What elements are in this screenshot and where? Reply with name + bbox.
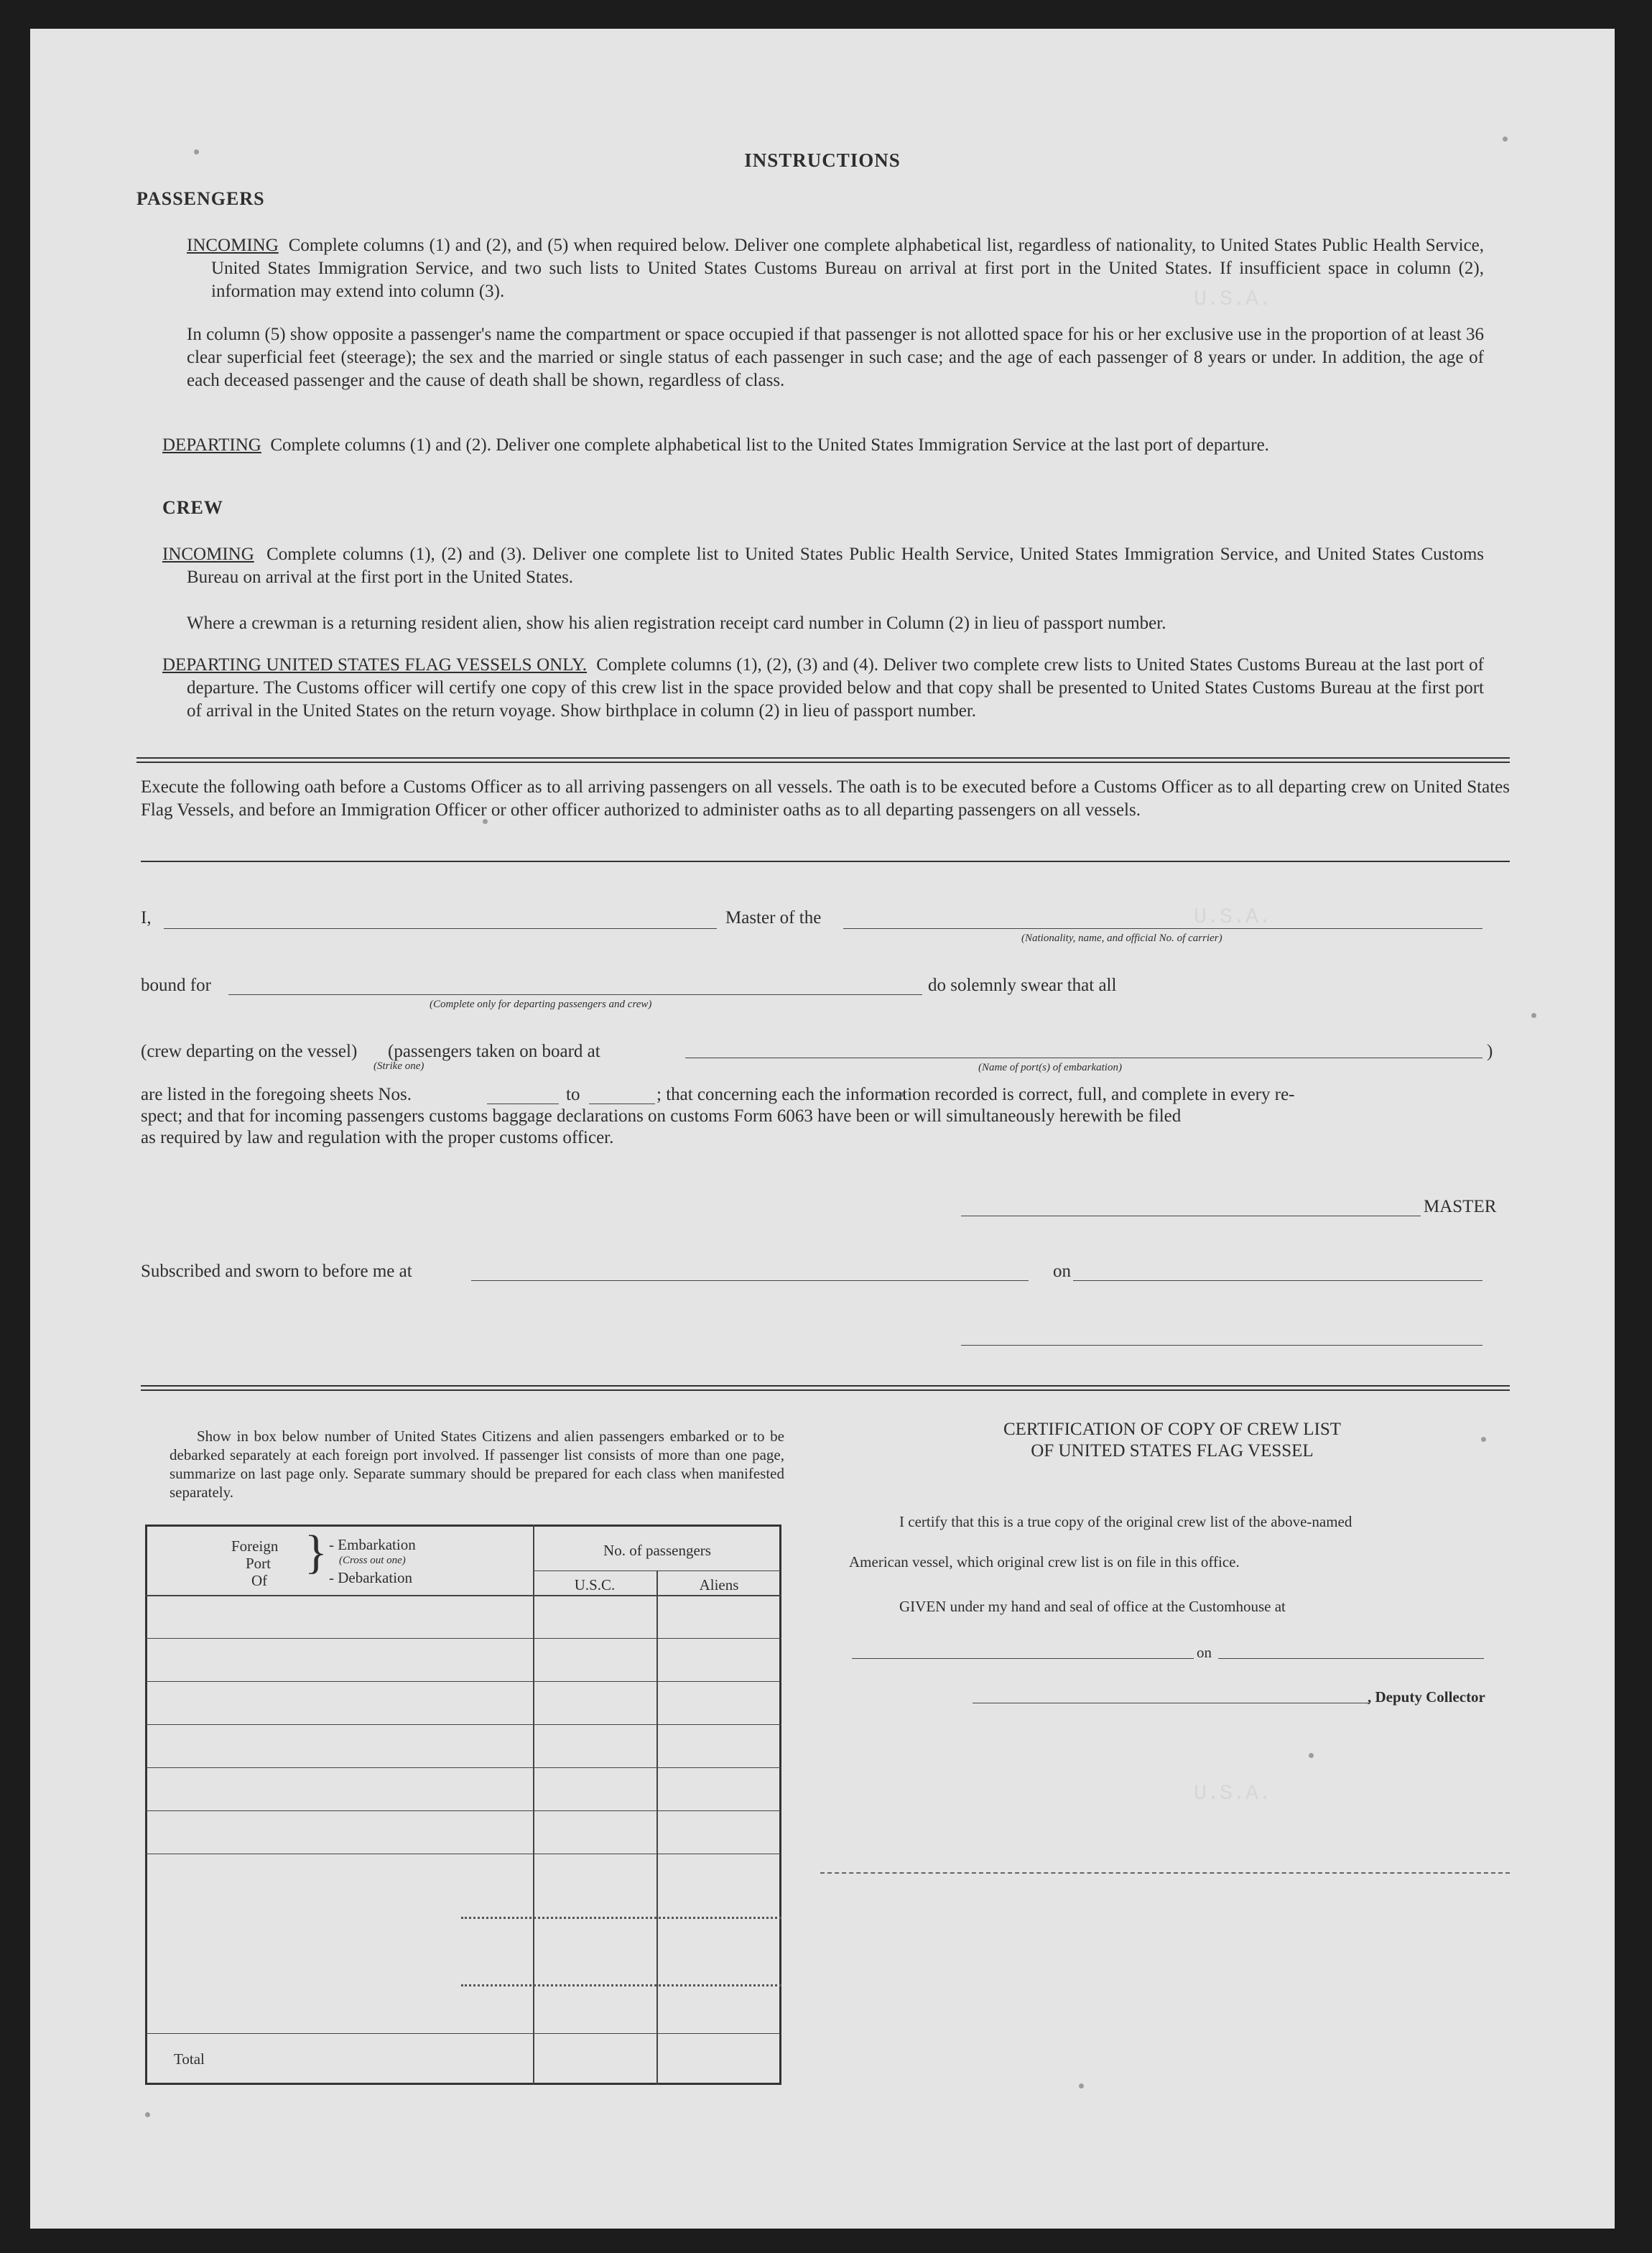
passenger-summary-table [145, 1525, 781, 2085]
swear-label: do solemnly swear that all [928, 976, 1117, 995]
close-paren: ) [1487, 1042, 1493, 1061]
port-label: Port [246, 1555, 272, 1572]
no-passengers-header: No. of passengers [603, 1542, 711, 1559]
foreign-label: Foreign [231, 1537, 279, 1555]
i-label: I, [141, 908, 152, 927]
column5-instruction [187, 323, 1484, 392]
of-label: Of [251, 1572, 268, 1589]
table-row-line [461, 1917, 781, 1919]
cert-on-label: on [1197, 1644, 1212, 1661]
given-line: GIVEN under my hand and seal of office at the Customhouse at [899, 1598, 1286, 1615]
crew-incoming-label: INCOMING [162, 545, 254, 564]
bleed-through: U.S.A. [1194, 287, 1272, 312]
to-label: to [566, 1085, 580, 1104]
carrier-field[interactable] [843, 928, 1482, 929]
oath-divider [141, 861, 1510, 862]
passengers-departing-instruction [162, 434, 1484, 457]
summary-instructions: Show in box below number of United States Citizens and alien passengers embarked or to be debarked separately at each foreign port involved. If passenger list consists of more than one page, summarize on last page only. Separate summary should be prepared for each class when manifested separately. [170, 1428, 784, 1501]
certify-line1: I certify that this is a true copy of the original crew list of the above-named [899, 1513, 1352, 1530]
flag-vessel-label: DEPARTING UNITED STATES FLAG VESSELS ONLY. [162, 655, 588, 675]
instructions-title: INSTRUCTIONS [744, 149, 901, 171]
listed-line3: as required by law and regulation with the proper customs officer. [141, 1128, 614, 1147]
master-name-field[interactable] [164, 928, 717, 929]
aliens-header: Aliens [699, 1576, 739, 1593]
section-divider [141, 1389, 1510, 1391]
crewman-instruction: Where a crewman is a returning resident alien, show his alien registration receipt card number in Column (2) in lieu of passport number. [187, 614, 1166, 633]
listed-part1: are listed in the foregoing sheets Nos. [141, 1085, 412, 1104]
certify-line2: American vessel, which original crew list is on file in this office. [849, 1553, 1240, 1570]
crew-incoming-text: Complete columns (1), (2) and (3). Deliver one complete list to United States Public Health Service, United States Immigration Service, and United States Customs Bureau on arrival at the first port in the United States. [187, 545, 1485, 587]
sworn-date-field[interactable] [1073, 1280, 1482, 1281]
crew-departing-option: (crew departing on the vessel) [141, 1042, 358, 1061]
table-row-line [145, 1724, 781, 1725]
flag-vessel-text: Complete columns (1), (2), (3) and (4). Deliver two complete crew lists to United States Customs Bureau at the last port of departure. The Customs officer will certify one copy of this crew list in the space provided below and that copy shall be presented to United States Customs Bureau at the first port of arrival in the United States on the return voyage. Show birthplace in column (2) in lieu of passport number. [187, 655, 1484, 721]
paper-speck [1531, 1013, 1536, 1018]
embarkation-label: - Embarkation [329, 1536, 416, 1553]
paper-speck [1309, 1753, 1314, 1758]
flag-vessel-instruction [162, 654, 1484, 723]
section-divider [141, 1385, 1510, 1387]
oath-intro: Execute the following oath before a Customs Officer as to all arriving passengers on all vessels. The oath is to be executed before a Customs Officer as to all departing crew on United States Flag Vessels, and before an Immigration Officer or other officer authorized to administer oaths as to all departing passengers on all vessels. [141, 777, 1510, 820]
incoming-label: INCOMING [187, 236, 279, 255]
table-row-line [145, 1681, 781, 1682]
form-page [30, 29, 1615, 2229]
paper-speck [1079, 2083, 1084, 2088]
master-of-label: Master of the [725, 908, 822, 927]
debarkation-label: - Debarkation [329, 1569, 413, 1586]
usc-header: U.S.C. [574, 1576, 616, 1593]
table-column-divider [533, 1525, 534, 2085]
total-label: Total [174, 2050, 205, 2068]
table-row-line [145, 1810, 781, 1811]
departing-label: DEPARTING [162, 435, 261, 455]
section-divider [136, 762, 1510, 763]
paper-speck [145, 2112, 150, 2117]
table-header-bottom [145, 1595, 781, 1596]
table-row-line [145, 1638, 781, 1639]
departing-text: Complete columns (1) and (2). Deliver one complete alphabetical list to the United States Immigration Service at the last port of departure. [270, 435, 1269, 455]
passengers-taken-option: (passengers taken on board at [388, 1042, 600, 1061]
certification-title-line2: OF UNITED STATES FLAG VESSEL [1031, 1441, 1314, 1461]
bound-for-label: bound for [141, 976, 211, 995]
master-label: MASTER [1424, 1197, 1497, 1216]
certification-title-line1: CERTIFICATION OF COPY OF CREW LIST [1003, 1420, 1342, 1439]
cert-date-field[interactable] [1218, 1658, 1484, 1659]
sworn-place-field[interactable] [471, 1280, 1029, 1281]
sworn-on-label: on [1053, 1262, 1071, 1281]
table-column-divider [656, 1570, 658, 2085]
incoming-text: Complete columns (1) and (2), and (5) when required below. Deliver one complete alphabetical list, regardless of nationality, to United States Public Health Service, United States Immigration Service, and two such lists to United States Customs Bureau on arrival at first port in the United States. If insufficient space in column (2), information may extend into column (3). [211, 236, 1485, 301]
bound-caption: (Complete only for departing passengers and crew) [430, 999, 652, 1010]
officer-signature-field[interactable] [961, 1345, 1482, 1346]
ports-caption: (Name of port(s) of embarkation) [978, 1062, 1122, 1073]
cross-out-caption: (Cross out one) [339, 1555, 406, 1566]
listed-line2: spect; and that for incoming passengers customs baggage declarations on customs Form 6063 have been or will simultaneously herewith be filed [141, 1106, 1182, 1126]
table-row-line [461, 1984, 781, 1986]
strike-caption: (Strike one) [373, 1060, 424, 1072]
bleed-through: U.S.A. [1194, 905, 1272, 930]
bound-for-field[interactable] [228, 994, 922, 995]
customhouse-field[interactable] [852, 1658, 1194, 1659]
passengers-incoming-instruction [187, 234, 1484, 303]
passengers-heading: PASSENGERS [136, 188, 265, 209]
table-row-line [145, 1767, 781, 1768]
crew-heading: CREW [162, 497, 223, 518]
table-row-line [145, 2033, 781, 2034]
carrier-caption: (Nationality, name, and official No. of carrier) [1021, 933, 1222, 944]
section-divider [136, 757, 1510, 759]
column5-text: In column (5) show opposite a passenger's name the compartment or space occupied if that passenger is not allotted space for his or her exclusive use in the proportion of at least 36 clear superficial feet (steerage); the sex and the married or single status of each passenger in such case; and the age of each passenger of 8 years or under. In addition, the age of each deceased passenger and the cause of death shall be shown, regardless of class. [187, 325, 1484, 390]
subscribed-label: Subscribed and sworn to before me at [141, 1262, 412, 1281]
bleed-through: U.S.A. [1194, 1782, 1272, 1806]
brace-symbol: } [305, 1526, 328, 1578]
table-header-divider [533, 1570, 781, 1571]
listed-part2: ; that concerning each the information recorded is correct, full, and complete in every re- [656, 1085, 1295, 1104]
crew-incoming-instruction [162, 543, 1484, 589]
paper-speck [1503, 137, 1508, 142]
deputy-collector-label: , Deputy Collector [1368, 1688, 1485, 1706]
faint-rule [820, 1872, 1510, 1874]
